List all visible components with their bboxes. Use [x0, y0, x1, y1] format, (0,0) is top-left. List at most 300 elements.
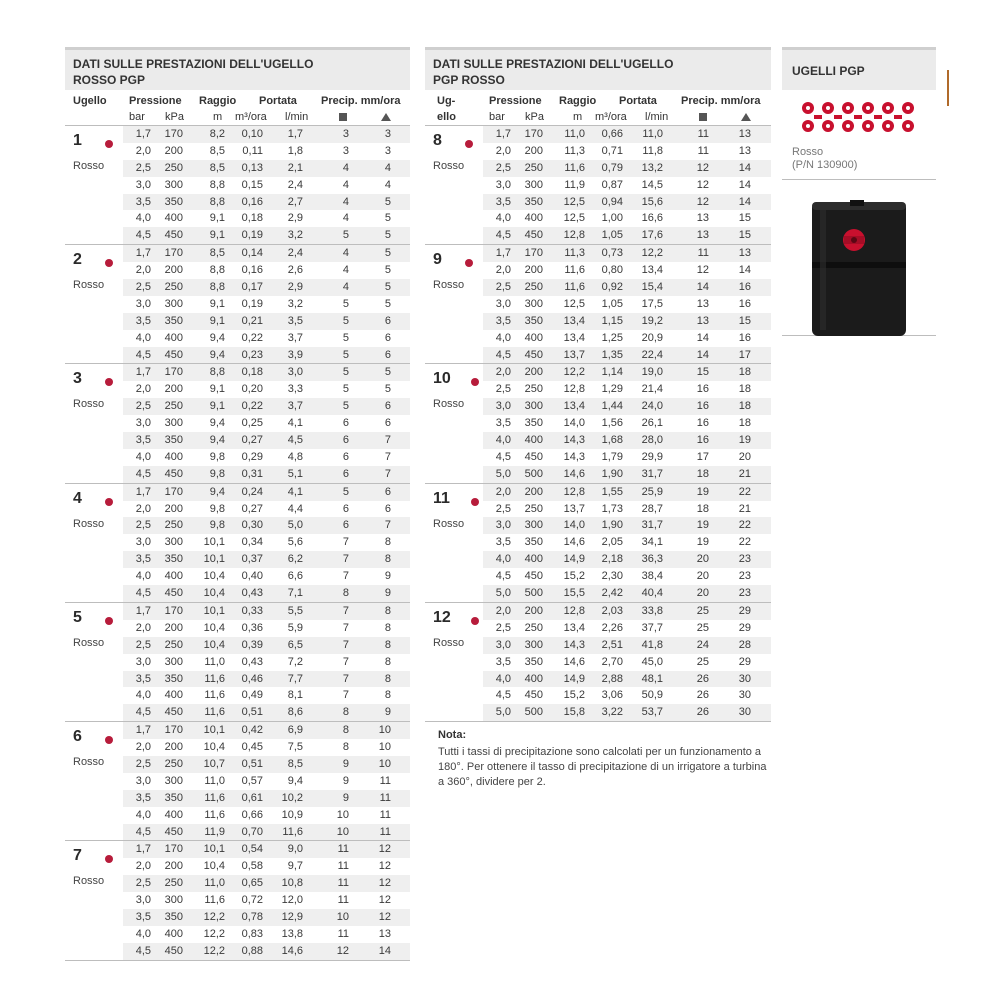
cell-m3h: 2,18 — [601, 553, 623, 566]
table-header — [425, 90, 771, 126]
cell-precip-square: 20 — [696, 570, 709, 583]
cell-kpa: 450 — [164, 587, 183, 600]
cell-kpa: 300 — [524, 519, 543, 532]
cell-kpa: 170 — [164, 128, 183, 140]
cell-m3h: 0,23 — [241, 348, 263, 361]
nozzle-color-dot-icon — [105, 259, 113, 267]
cell-precip-triangle: 16 — [738, 297, 751, 310]
footnote-title: Nota: — [438, 729, 467, 741]
nozzle-color-dot-icon — [105, 855, 113, 863]
cell-lmin: 10,9 — [281, 808, 303, 821]
cell-m3h: 0,65 — [241, 877, 263, 890]
cell-precip-triangle: 3 — [384, 128, 391, 140]
cell-lmin: 12,2 — [641, 247, 663, 260]
cell-m3h: 0,78 — [241, 910, 263, 923]
cell-kpa: 350 — [524, 314, 543, 327]
cell-lmin: 2,6 — [287, 264, 303, 277]
header-bar: bar — [489, 111, 505, 123]
cell-lmin: 1,7 — [287, 128, 303, 140]
cell-radius: 11,6 — [204, 706, 225, 719]
cell-precip-square: 9 — [342, 757, 349, 770]
cell-m3h: 0,73 — [601, 247, 623, 260]
cell-radius: 13,4 — [563, 314, 585, 327]
cell-radius: 10,4 — [203, 860, 225, 873]
cell-precip-triangle: 21 — [738, 467, 751, 480]
cell-radius: 9,1 — [209, 314, 225, 327]
nozzle-group — [65, 484, 410, 603]
cell-precip-square: 10 — [336, 910, 349, 923]
cell-bar: 2,0 — [135, 621, 151, 634]
cell-bar: 2,5 — [135, 877, 151, 890]
nozzle-group — [65, 126, 410, 245]
cell-m3h: 0,27 — [241, 502, 263, 515]
cell-bar: 4,5 — [495, 450, 511, 463]
table-row — [123, 330, 410, 347]
cell-m3h: 2,05 — [601, 536, 623, 549]
cell-precip-triangle: 29 — [738, 621, 751, 634]
nozzle-cell — [425, 603, 485, 721]
cell-m3h: 1,35 — [601, 348, 623, 361]
cell-lmin: 7,2 — [287, 655, 303, 668]
nozzle-color-label: Rosso — [73, 279, 105, 292]
cell-kpa: 200 — [524, 144, 543, 157]
cell-m3h: 0,13 — [241, 161, 263, 174]
cell-bar: 2,5 — [135, 400, 151, 413]
cell-m3h: 1,05 — [601, 297, 623, 310]
cell-radius: 12,5 — [563, 297, 585, 310]
nozzle-group — [425, 484, 771, 603]
header-ugello: Ug- — [437, 95, 456, 107]
performance-table-left — [65, 47, 410, 961]
table-row — [123, 415, 410, 432]
cell-precip-square: 16 — [696, 417, 709, 430]
cell-kpa: 400 — [164, 212, 183, 225]
cell-bar: 4,5 — [135, 467, 151, 480]
cell-precip-square: 12 — [696, 161, 709, 174]
cell-bar: 4,0 — [495, 331, 511, 344]
cell-m3h: 1,68 — [601, 434, 623, 447]
nozzle-color-dot-icon — [471, 498, 479, 506]
cell-precip-square: 4 — [342, 264, 349, 277]
cell-kpa: 400 — [164, 450, 183, 463]
nozzle-color-dot-icon — [105, 140, 113, 148]
header-precip: Precip. mm/ora — [681, 95, 761, 107]
cell-lmin: 22,4 — [641, 348, 663, 361]
nozzle-number: 4 — [73, 489, 82, 507]
table-row — [483, 227, 771, 244]
table-row — [483, 534, 771, 551]
cell-m3h: 0,18 — [241, 212, 263, 225]
cell-precip-square: 25 — [696, 621, 709, 634]
cell-bar: 4,0 — [495, 212, 511, 225]
table-row — [123, 892, 410, 909]
header-m3: m³/ora — [595, 111, 627, 123]
cell-bar: 2,0 — [495, 264, 511, 277]
nozzle-number: 5 — [73, 608, 82, 626]
cell-lmin: 11,6 — [282, 825, 303, 838]
cell-radius: 11,6 — [204, 689, 225, 702]
cell-precip-square: 8 — [342, 706, 349, 719]
cell-precip-square: 6 — [342, 417, 349, 430]
cell-radius: 15,5 — [563, 587, 585, 600]
table-row — [483, 210, 771, 227]
cell-bar: 4,5 — [135, 825, 151, 838]
cell-m3h: 0,18 — [241, 366, 263, 379]
cell-m3h: 0,79 — [601, 161, 623, 174]
cell-m3h: 1,00 — [601, 212, 623, 225]
cell-radius: 8,8 — [209, 281, 225, 294]
cell-bar: 4,5 — [495, 689, 511, 702]
cell-precip-square: 25 — [696, 655, 709, 668]
cell-lmin: 3,2 — [287, 229, 303, 242]
cell-m3h: 0,16 — [241, 264, 263, 277]
cell-lmin: 19,2 — [641, 314, 663, 327]
cell-kpa: 200 — [524, 485, 543, 498]
cell-precip-square: 9 — [342, 774, 349, 787]
cell-precip-triangle: 18 — [738, 400, 751, 413]
cell-precip-triangle: 8 — [384, 638, 391, 651]
cell-precip-triangle: 12 — [378, 894, 391, 907]
cell-radius: 12,2 — [203, 927, 225, 940]
cell-lmin: 25,9 — [641, 485, 663, 498]
nozzle-number: 10 — [433, 370, 451, 388]
table-row — [123, 756, 410, 773]
cell-m3h: 0,22 — [241, 400, 263, 413]
cell-lmin: 2,9 — [287, 281, 303, 294]
cell-precip-triangle: 20 — [738, 450, 751, 463]
table-row — [483, 279, 771, 296]
cell-precip-triangle: 14 — [738, 195, 751, 208]
table-row — [123, 296, 410, 313]
nozzle-cell — [65, 603, 125, 721]
cell-lmin: 31,7 — [641, 467, 663, 480]
cell-m3h: 1,79 — [601, 450, 623, 463]
cell-bar: 5,0 — [495, 587, 511, 600]
cell-precip-square: 7 — [342, 638, 349, 651]
cell-precip-triangle: 13 — [378, 927, 391, 940]
cell-lmin: 3,7 — [287, 331, 303, 344]
cell-kpa: 250 — [164, 638, 183, 651]
table-row — [483, 585, 771, 602]
table-row — [123, 347, 410, 364]
cell-m3h: 0,25 — [241, 417, 263, 430]
header-pressione: Pressione — [489, 95, 542, 107]
cell-kpa: 250 — [164, 519, 183, 532]
cell-bar: 1,7 — [135, 843, 151, 856]
cell-radius: 12,2 — [563, 366, 585, 379]
nozzle-color-label: Rosso — [73, 398, 105, 411]
table-row — [123, 177, 410, 194]
cell-bar: 2,0 — [135, 383, 151, 396]
cell-precip-triangle: 5 — [384, 195, 391, 208]
cell-bar: 4,5 — [135, 229, 151, 242]
table-row — [123, 704, 410, 721]
cell-kpa: 170 — [524, 247, 543, 260]
cell-kpa: 200 — [164, 144, 183, 157]
nozzle-color-dot-icon — [105, 378, 113, 386]
table-row — [123, 551, 410, 568]
cell-radius: 14,0 — [563, 417, 585, 430]
cell-bar: 4,0 — [135, 808, 151, 821]
table-row — [483, 466, 771, 483]
cell-bar: 3,0 — [135, 297, 151, 310]
cell-bar: 3,5 — [135, 791, 151, 804]
table-row — [483, 398, 771, 415]
cell-precip-square: 7 — [342, 570, 349, 583]
cell-kpa: 250 — [524, 383, 543, 396]
cell-m3h: 2,03 — [601, 604, 623, 617]
cell-bar: 2,0 — [495, 485, 511, 498]
cell-bar: 4,0 — [495, 434, 511, 447]
cell-m3h: 0,49 — [241, 689, 263, 702]
cell-bar: 2,0 — [495, 144, 511, 157]
table-row — [123, 534, 410, 551]
nozzle-group — [425, 364, 771, 483]
cell-kpa: 500 — [524, 467, 543, 480]
nozzle-color-label: Rosso — [73, 636, 105, 649]
cell-precip-triangle: 14 — [738, 178, 751, 191]
cell-bar: 3,0 — [495, 297, 511, 310]
cell-lmin: 7,7 — [287, 672, 303, 685]
cell-precip-square: 10 — [336, 808, 349, 821]
cell-radius: 11,0 — [204, 655, 225, 668]
header-m: m — [573, 111, 583, 123]
cell-bar: 3,5 — [495, 536, 511, 549]
cell-lmin: 34,1 — [641, 536, 663, 549]
nozzle-cell — [65, 364, 125, 482]
cell-radius: 10,7 — [203, 757, 225, 770]
table-row — [483, 330, 771, 347]
cell-lmin: 29,9 — [641, 450, 663, 463]
cell-precip-triangle: 15 — [738, 212, 751, 225]
cell-precip-square: 7 — [342, 655, 349, 668]
cell-kpa: 450 — [164, 944, 183, 957]
table-row — [483, 551, 771, 568]
cell-m3h: 0,33 — [241, 604, 263, 617]
cell-bar: 3,0 — [135, 417, 151, 430]
nozzle-number: 3 — [73, 370, 82, 388]
cell-precip-triangle: 9 — [384, 570, 391, 583]
cell-precip-square: 11 — [337, 894, 349, 907]
cell-radius: 15,2 — [563, 570, 585, 583]
cell-kpa: 450 — [524, 450, 543, 463]
cell-m3h: 3,22 — [601, 706, 623, 719]
cell-radius: 10,1 — [203, 553, 225, 566]
table-row — [483, 126, 771, 143]
nozzle-group — [65, 245, 410, 364]
cell-m3h: 0,30 — [241, 519, 263, 532]
cell-m3h: 0,42 — [241, 724, 263, 737]
cell-precip-triangle: 28 — [738, 638, 751, 651]
cell-bar: 5,0 — [495, 706, 511, 719]
cell-bar: 4,0 — [135, 570, 151, 583]
cell-m3h: 0,36 — [241, 621, 263, 634]
cell-kpa: 300 — [164, 894, 183, 907]
cell-bar: 2,5 — [135, 638, 151, 651]
cell-radius: 9,1 — [209, 383, 225, 396]
cell-radius: 8,5 — [209, 144, 225, 157]
cell-radius: 9,4 — [209, 417, 225, 430]
cell-radius: 11,6 — [204, 808, 225, 821]
cell-precip-square: 5 — [342, 348, 349, 361]
cell-precip-square: 8 — [342, 724, 349, 737]
cell-m3h: 0,54 — [241, 843, 263, 856]
nozzle-color-dot-icon — [105, 498, 113, 506]
cell-precip-square: 14 — [696, 348, 709, 361]
cell-m3h: 0,70 — [241, 825, 263, 838]
cell-bar: 3,5 — [495, 314, 511, 327]
cell-radius: 9,1 — [209, 297, 225, 310]
table-row — [123, 671, 410, 688]
cell-lmin: 5,5 — [287, 604, 303, 617]
cell-precip-triangle: 6 — [384, 502, 391, 515]
nozzle-number: 6 — [73, 728, 82, 746]
cell-lmin: 36,3 — [641, 553, 663, 566]
cell-lmin: 4,5 — [287, 434, 303, 447]
cell-bar: 3,0 — [495, 400, 511, 413]
cell-precip-triangle: 18 — [738, 383, 751, 396]
cell-kpa: 300 — [164, 297, 183, 310]
nozzle-color-label: Rosso — [433, 160, 465, 172]
cell-kpa: 200 — [524, 264, 543, 277]
nozzle-number: 12 — [433, 608, 451, 626]
cell-bar: 4,0 — [495, 672, 511, 685]
cell-bar: 5,0 — [495, 467, 511, 480]
cell-radius: 15,8 — [563, 706, 585, 719]
cell-lmin: 40,4 — [641, 587, 663, 600]
cell-radius: 14,3 — [563, 638, 585, 651]
cell-m3h: 0,45 — [241, 741, 263, 754]
table-row — [483, 143, 771, 160]
cell-bar: 3,0 — [495, 519, 511, 532]
nozzle-color-dot-icon — [465, 259, 473, 267]
cell-precip-triangle: 13 — [738, 128, 751, 140]
cell-kpa: 400 — [524, 672, 543, 685]
cell-precip-square: 5 — [342, 366, 349, 379]
table-row — [123, 501, 410, 518]
cell-radius: 11,6 — [204, 791, 225, 804]
table-row — [483, 177, 771, 194]
cell-precip-triangle: 14 — [738, 264, 751, 277]
cell-m3h: 0,24 — [241, 485, 263, 498]
cell-radius: 12,8 — [563, 485, 585, 498]
cell-m3h: 1,90 — [601, 519, 623, 532]
cell-bar: 1,7 — [135, 724, 151, 737]
cell-kpa: 450 — [164, 348, 183, 361]
cell-kpa: 200 — [164, 383, 183, 396]
cell-precip-square: 4 — [342, 178, 349, 191]
cell-precip-triangle: 7 — [384, 434, 391, 447]
cell-lmin: 3,3 — [287, 383, 303, 396]
footnote-text: Tutti i tassi di precipitazione sono calcolati per un funzionamento a 180°. Per ottenere il tasso di precipitazione di un irrigatore a turbina a 360°, dividere per 2. — [438, 746, 767, 788]
cell-bar: 2,0 — [135, 264, 151, 277]
header-m3: m³/ora — [235, 111, 267, 123]
cell-m3h: 1,56 — [601, 417, 623, 430]
cell-radius: 13,4 — [563, 621, 585, 634]
sidebar-title: UGELLI PGP — [782, 47, 936, 90]
cell-radius: 11,9 — [204, 825, 225, 838]
cell-precip-triangle: 12 — [378, 910, 391, 923]
cell-radius: 14,3 — [563, 450, 585, 463]
cell-precip-triangle: 30 — [738, 672, 751, 685]
table-row — [123, 381, 410, 398]
cell-m3h: 1,55 — [601, 485, 623, 498]
cell-kpa: 350 — [524, 195, 543, 208]
header-lmin: l/min — [645, 111, 669, 123]
cell-bar: 3,0 — [495, 178, 511, 191]
cell-kpa: 250 — [164, 757, 183, 770]
cell-kpa: 250 — [524, 621, 543, 634]
table-row — [123, 603, 410, 620]
cell-radius: 11,3 — [564, 247, 585, 260]
cell-precip-triangle: 7 — [384, 467, 391, 480]
cell-bar: 2,0 — [135, 860, 151, 873]
table-row — [123, 432, 410, 449]
cell-radius: 14,0 — [563, 519, 585, 532]
cell-lmin: 1,8 — [287, 144, 303, 157]
cell-precip-square: 6 — [342, 502, 349, 515]
cell-radius: 12,8 — [563, 604, 585, 617]
table-row — [123, 245, 410, 262]
cell-bar: 3,5 — [135, 910, 151, 923]
cell-precip-square: 24 — [696, 638, 709, 651]
nozzle-number: 11 — [433, 489, 450, 507]
cell-radius: 14,6 — [563, 467, 585, 480]
table-row — [123, 449, 410, 466]
cell-precip-square: 13 — [696, 212, 709, 225]
cell-radius: 11,0 — [204, 877, 225, 890]
cell-precip-square: 11 — [337, 860, 349, 873]
cell-radius: 10,1 — [203, 724, 225, 737]
cell-m3h: 1,15 — [601, 314, 623, 327]
cell-lmin: 4,8 — [287, 450, 303, 463]
cell-bar: 2,0 — [135, 502, 151, 515]
cell-kpa: 300 — [164, 536, 183, 549]
cell-kpa: 170 — [164, 485, 183, 498]
table-row — [123, 858, 410, 875]
cell-kpa: 450 — [164, 825, 183, 838]
cell-bar: 2,0 — [135, 741, 151, 754]
cell-bar: 4,5 — [135, 348, 151, 361]
table-row — [123, 926, 410, 943]
cell-radius: 12,8 — [563, 229, 585, 242]
table-title: DATI SULLE PRESTAZIONI DELL'UGELLO PGP ROSSO — [425, 47, 771, 90]
cell-bar: 2,0 — [495, 366, 511, 379]
cell-precip-triangle: 7 — [384, 519, 391, 532]
nozzle-rack — [782, 90, 936, 180]
cell-precip-square: 7 — [342, 621, 349, 634]
cell-m3h: 1,90 — [601, 467, 623, 480]
cell-kpa: 300 — [164, 417, 183, 430]
cell-lmin: 17,5 — [641, 297, 663, 310]
cell-bar: 3,5 — [135, 434, 151, 447]
nozzle-cell — [65, 484, 125, 602]
cell-precip-triangle: 5 — [384, 366, 391, 379]
cell-lmin: 48,1 — [641, 672, 663, 685]
cell-radius: 9,8 — [209, 467, 225, 480]
cell-lmin: 12,9 — [281, 910, 303, 923]
cell-lmin: 28,7 — [641, 502, 663, 515]
table-row — [123, 466, 410, 483]
cell-radius: 10,4 — [203, 621, 225, 634]
cell-kpa: 400 — [524, 331, 543, 344]
cell-bar: 2,5 — [495, 621, 511, 634]
cell-m3h: 0,21 — [241, 314, 263, 327]
nozzle-color-dot-icon — [105, 736, 113, 744]
cell-precip-triangle: 15 — [738, 229, 751, 242]
cell-precip-triangle: 12 — [378, 860, 391, 873]
cell-precip-triangle: 6 — [384, 417, 391, 430]
